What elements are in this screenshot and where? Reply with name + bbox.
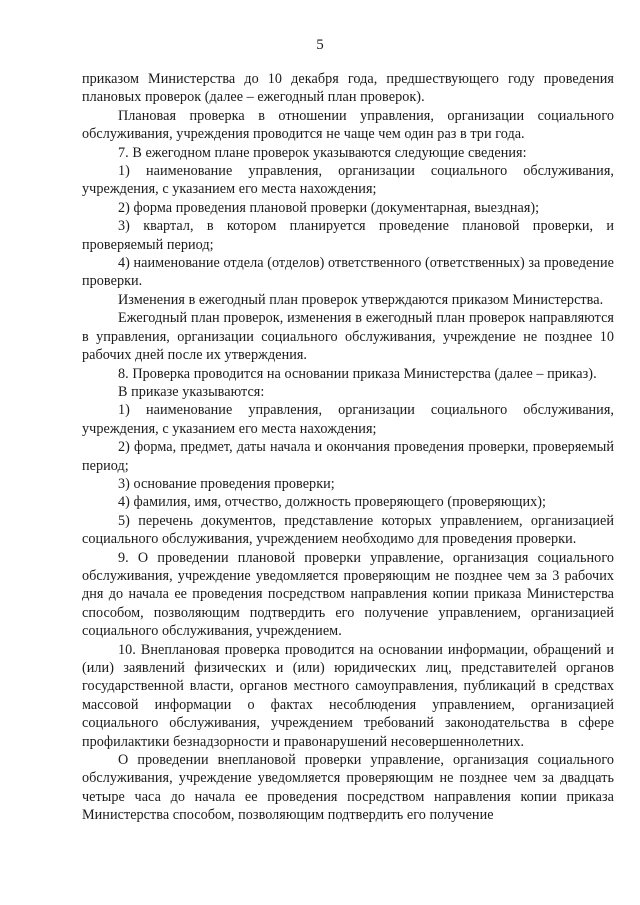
paragraph: Изменения в ежегодный план проверок утверждаются приказом Министерства. xyxy=(118,291,604,308)
paragraph: 1) наименование управления, организации социального обслуживания, учреждения, с указанием его места нахождения; xyxy=(82,163,614,198)
paragraph: приказом Министерства до 10 декабря года, предшествующего году проведения плановых проверок (далее – ежегодный план проверок). xyxy=(82,71,614,106)
paragraph: 3) основание проведения проверки; xyxy=(118,475,335,492)
paragraph: 3) квартал, в котором планируется проведение плановой проверки, и проверяемый период; xyxy=(82,218,614,253)
paragraph: 2) форма проведения плановой проверки (документарная, выездная); xyxy=(118,199,540,216)
paragraph: 4) наименование отдела (отделов) ответственного (ответственных) за проведение проверки. xyxy=(82,255,614,290)
paragraph: 4) фамилия, имя, отчество, должность проверяющего (проверяющих); xyxy=(118,494,546,511)
page-number: 5 xyxy=(316,37,324,53)
paragraph: 9. О проведении плановой проверки управление, организация социального обслуживания, учреждение уведомляется проверяющим не позднее чем за 3 рабочих дня до начала ее проведения посредством направления копии приказа Министерства способом, позволяющим подтвердить его получение управлением, организацией социального обслуживания, учреждением. xyxy=(82,549,614,640)
document-body xyxy=(82,70,614,825)
paragraph: 7. В ежегодном плане проверок указываются следующие сведения: xyxy=(118,144,527,161)
paragraph: 8. Проверка проводится на основании приказа Министерства (далее – приказ). xyxy=(118,365,597,382)
paragraph: В приказе указываются: xyxy=(118,383,265,400)
paragraph: Плановая проверка в отношении управления, организации социального обслуживания, учреждения проводится не чаще чем один раз в три года. xyxy=(82,107,614,143)
paragraph: Ежегодный план проверок, изменения в ежегодный план проверок направляются в управления, организации социального обслуживания, учреждение не позднее 10 рабочих дней после их утверждения. xyxy=(82,310,614,364)
paragraph: 10. Внеплановая проверка проводится на основании информации, обращений и (или) заявлений физических и (или) юридических лиц, представителей органов государственной власти, органов местного самоуправления, публикаций в средствах массовой информации о фактах несоблюдения управлением, организацией социального обслуживания, учреждением требований законодательства в сфере профилактики безнадзорности и правонарушений несовершеннолетних. xyxy=(82,641,614,750)
paragraph: 2) форма, предмет, даты начала и окончания проведения проверки, проверяемый период; xyxy=(82,439,614,474)
paragraph: О проведении внеплановой проверки управление, организация социального обслуживания, учреждение уведомляется проверяющим не позднее чем за двадцать четыре часа до начала ее проведения посредством направления копии приказа Министерства способом, позволяющим подтвердить его получение xyxy=(82,752,614,824)
paragraph: 1) наименование управления, организации социального обслуживания, учреждения, с указанием его места нахождения; xyxy=(82,402,614,437)
paragraph: 5) перечень документов, представление которых управлением, организацией социального обслуживания, учреждением необходимо для проведения проверки. xyxy=(82,512,614,548)
